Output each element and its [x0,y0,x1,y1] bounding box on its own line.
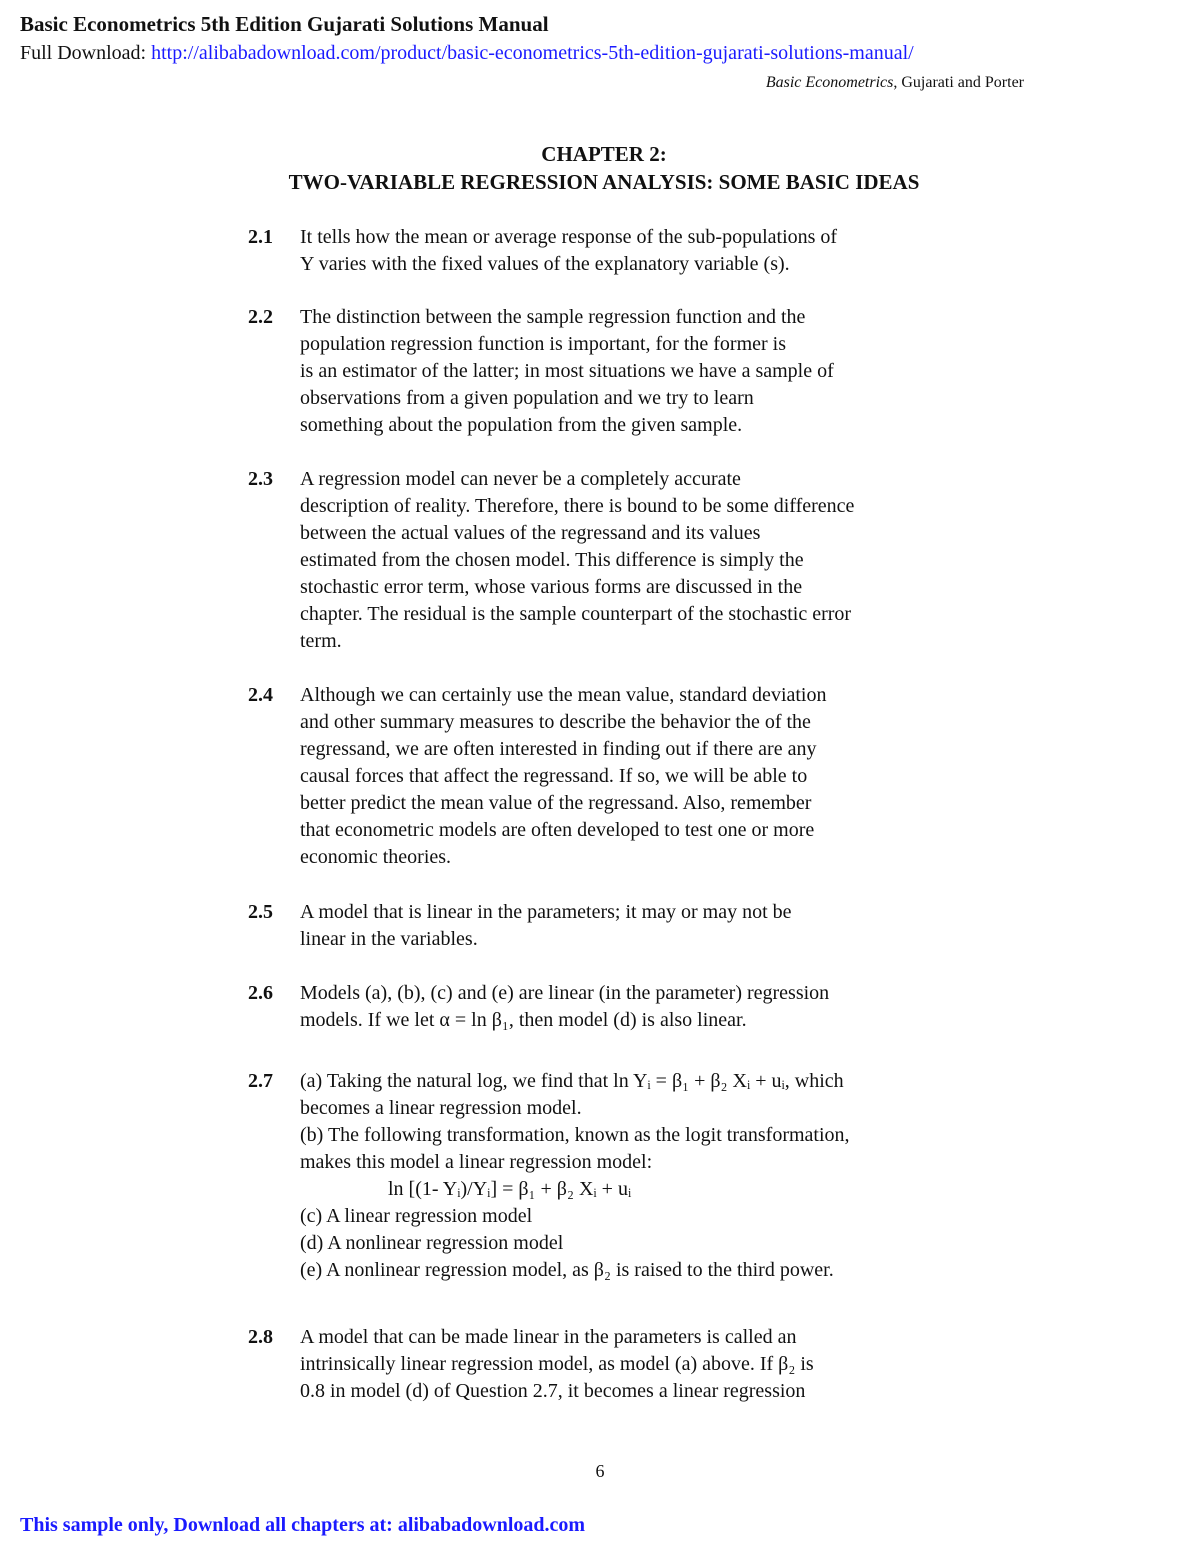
answer-line: (d) A nonlinear regression model [300,1232,564,1254]
answer-text [300,1068,978,1284]
answer-line: (e) A nonlinear regression model, as β₂ is raised to the third power. [300,1259,834,1281]
answer-line: observations from a given population and we try to learn [300,387,754,409]
answer-line: A model that is linear in the parameters; it may or may not be [300,901,792,923]
answer-line: stochastic error term, whose various forms are discussed in the [300,576,803,598]
download-label: Full Download: [20,42,147,64]
answer-line: It tells how the mean or average response of the sub-populations of [300,226,838,248]
answer-line: models. If we let α = ln β₁, then model (d) is also linear. [300,1009,747,1031]
answer-line: that econometric models are often developed to test one or more [300,819,815,841]
answer-line: makes this model a linear regression model: [300,1151,653,1173]
page-number: 6 [595,1461,605,1481]
answer-line: A regression model can never be a completely accurate [300,468,741,490]
answer-text [300,980,978,1034]
answer-line: Models (a), (b), (c) and (e) are linear (in the parameter) regression [300,982,830,1004]
answer-line: linear in the variables. [300,928,478,950]
answer-line: estimated from the chosen model. This difference is simply the [300,549,804,571]
answer-line: causal forces that affect the regressand. If so, we will be able to [300,765,808,787]
answer-text [300,466,978,655]
answer-line: Y varies with the fixed values of the explanatory variable (s). [300,253,790,275]
question-number: 2.7 [248,1070,273,1092]
footer-download-notice[interactable]: This sample only, Download all chapters at: alibabadownload.com [20,1514,586,1536]
document-title: Basic Econometrics 5th Edition Gujarati Solutions Manual [20,12,549,36]
running-head-book: Basic Econometrics [765,74,894,91]
answer-line: intrinsically linear regression model, as model (a) above. If β₂ is [300,1353,814,1375]
answer-text [300,899,978,953]
chapter-title: TWO-VARIABLE REGRESSION ANALYSIS: SOME BASIC IDEAS [288,170,920,194]
question-2-2 [248,304,978,439]
answer-line: between the actual values of the regressand and its values [300,522,761,544]
question-2-6 [248,980,978,1034]
answer-line: (b) The following transformation, known as the logit transformation, [300,1124,850,1146]
question-2-3 [248,466,978,655]
answer-text [300,682,978,871]
running-head-authors: , Gujarati and Porter [893,74,1024,91]
answer-text [300,1324,978,1405]
answer-line: term. [300,630,342,652]
answer-line: Although we can certainly use the mean value, standard deviation [300,684,827,706]
answer-line: population regression function is important, for the former is [300,333,787,355]
answer-line: economic theories. [300,846,452,868]
answer-line: A model that can be made linear in the parameters is called an [300,1326,797,1348]
answer-line: description of reality. Therefore, there is bound to be some difference [300,495,855,517]
answer-text [300,304,978,439]
answer-line: something about the population from the given sample. [300,414,743,436]
question-number: 2.2 [248,306,273,328]
question-number: 2.4 [248,684,273,706]
answer-line: chapter. The residual is the sample counterpart of the stochastic error [300,603,852,625]
answer-line: (a) Taking the natural log, we find that ln Yᵢ = β₁ + β₂ Xᵢ + uᵢ, which [300,1070,844,1092]
answer-line: 0.8 in model (d) of Question 2.7, it becomes a linear regression [300,1380,806,1402]
answer-line: The distinction between the sample regression function and the [300,306,806,328]
question-2-4 [248,682,978,871]
answer-line: regressand, we are often interested in finding out if there are any [300,738,817,760]
answer-text [300,224,978,278]
answer-line: is an estimator of the latter; in most situations we have a sample of [300,360,834,382]
question-2-5 [248,899,978,953]
question-2-8 [248,1324,978,1405]
answer-line: and other summary measures to describe the behavior the of the [300,711,811,733]
running-head [766,74,1024,92]
question-number: 2.5 [248,901,273,923]
chapter-number: CHAPTER 2: [541,142,667,166]
question-2-1 [248,224,978,278]
answer-line: better predict the mean value of the regressand. Also, remember [300,792,812,814]
question-number: 2.3 [248,468,273,490]
equation-line: ln [(1- Yᵢ)/Yᵢ] = β₁ + β₂ Xᵢ + uᵢ [388,1178,632,1200]
question-2-7 [248,1068,978,1284]
answer-line: (c) A linear regression model [300,1205,533,1227]
question-number: 2.1 [248,226,273,248]
download-line [20,42,914,65]
download-link[interactable]: http://alibabadownload.com/product/basic-econometrics-5th-edition-gujarati-solutions-manual/ [151,42,914,64]
question-number: 2.8 [248,1326,273,1348]
answer-line: becomes a linear regression model. [300,1097,582,1119]
question-number: 2.6 [248,982,273,1004]
